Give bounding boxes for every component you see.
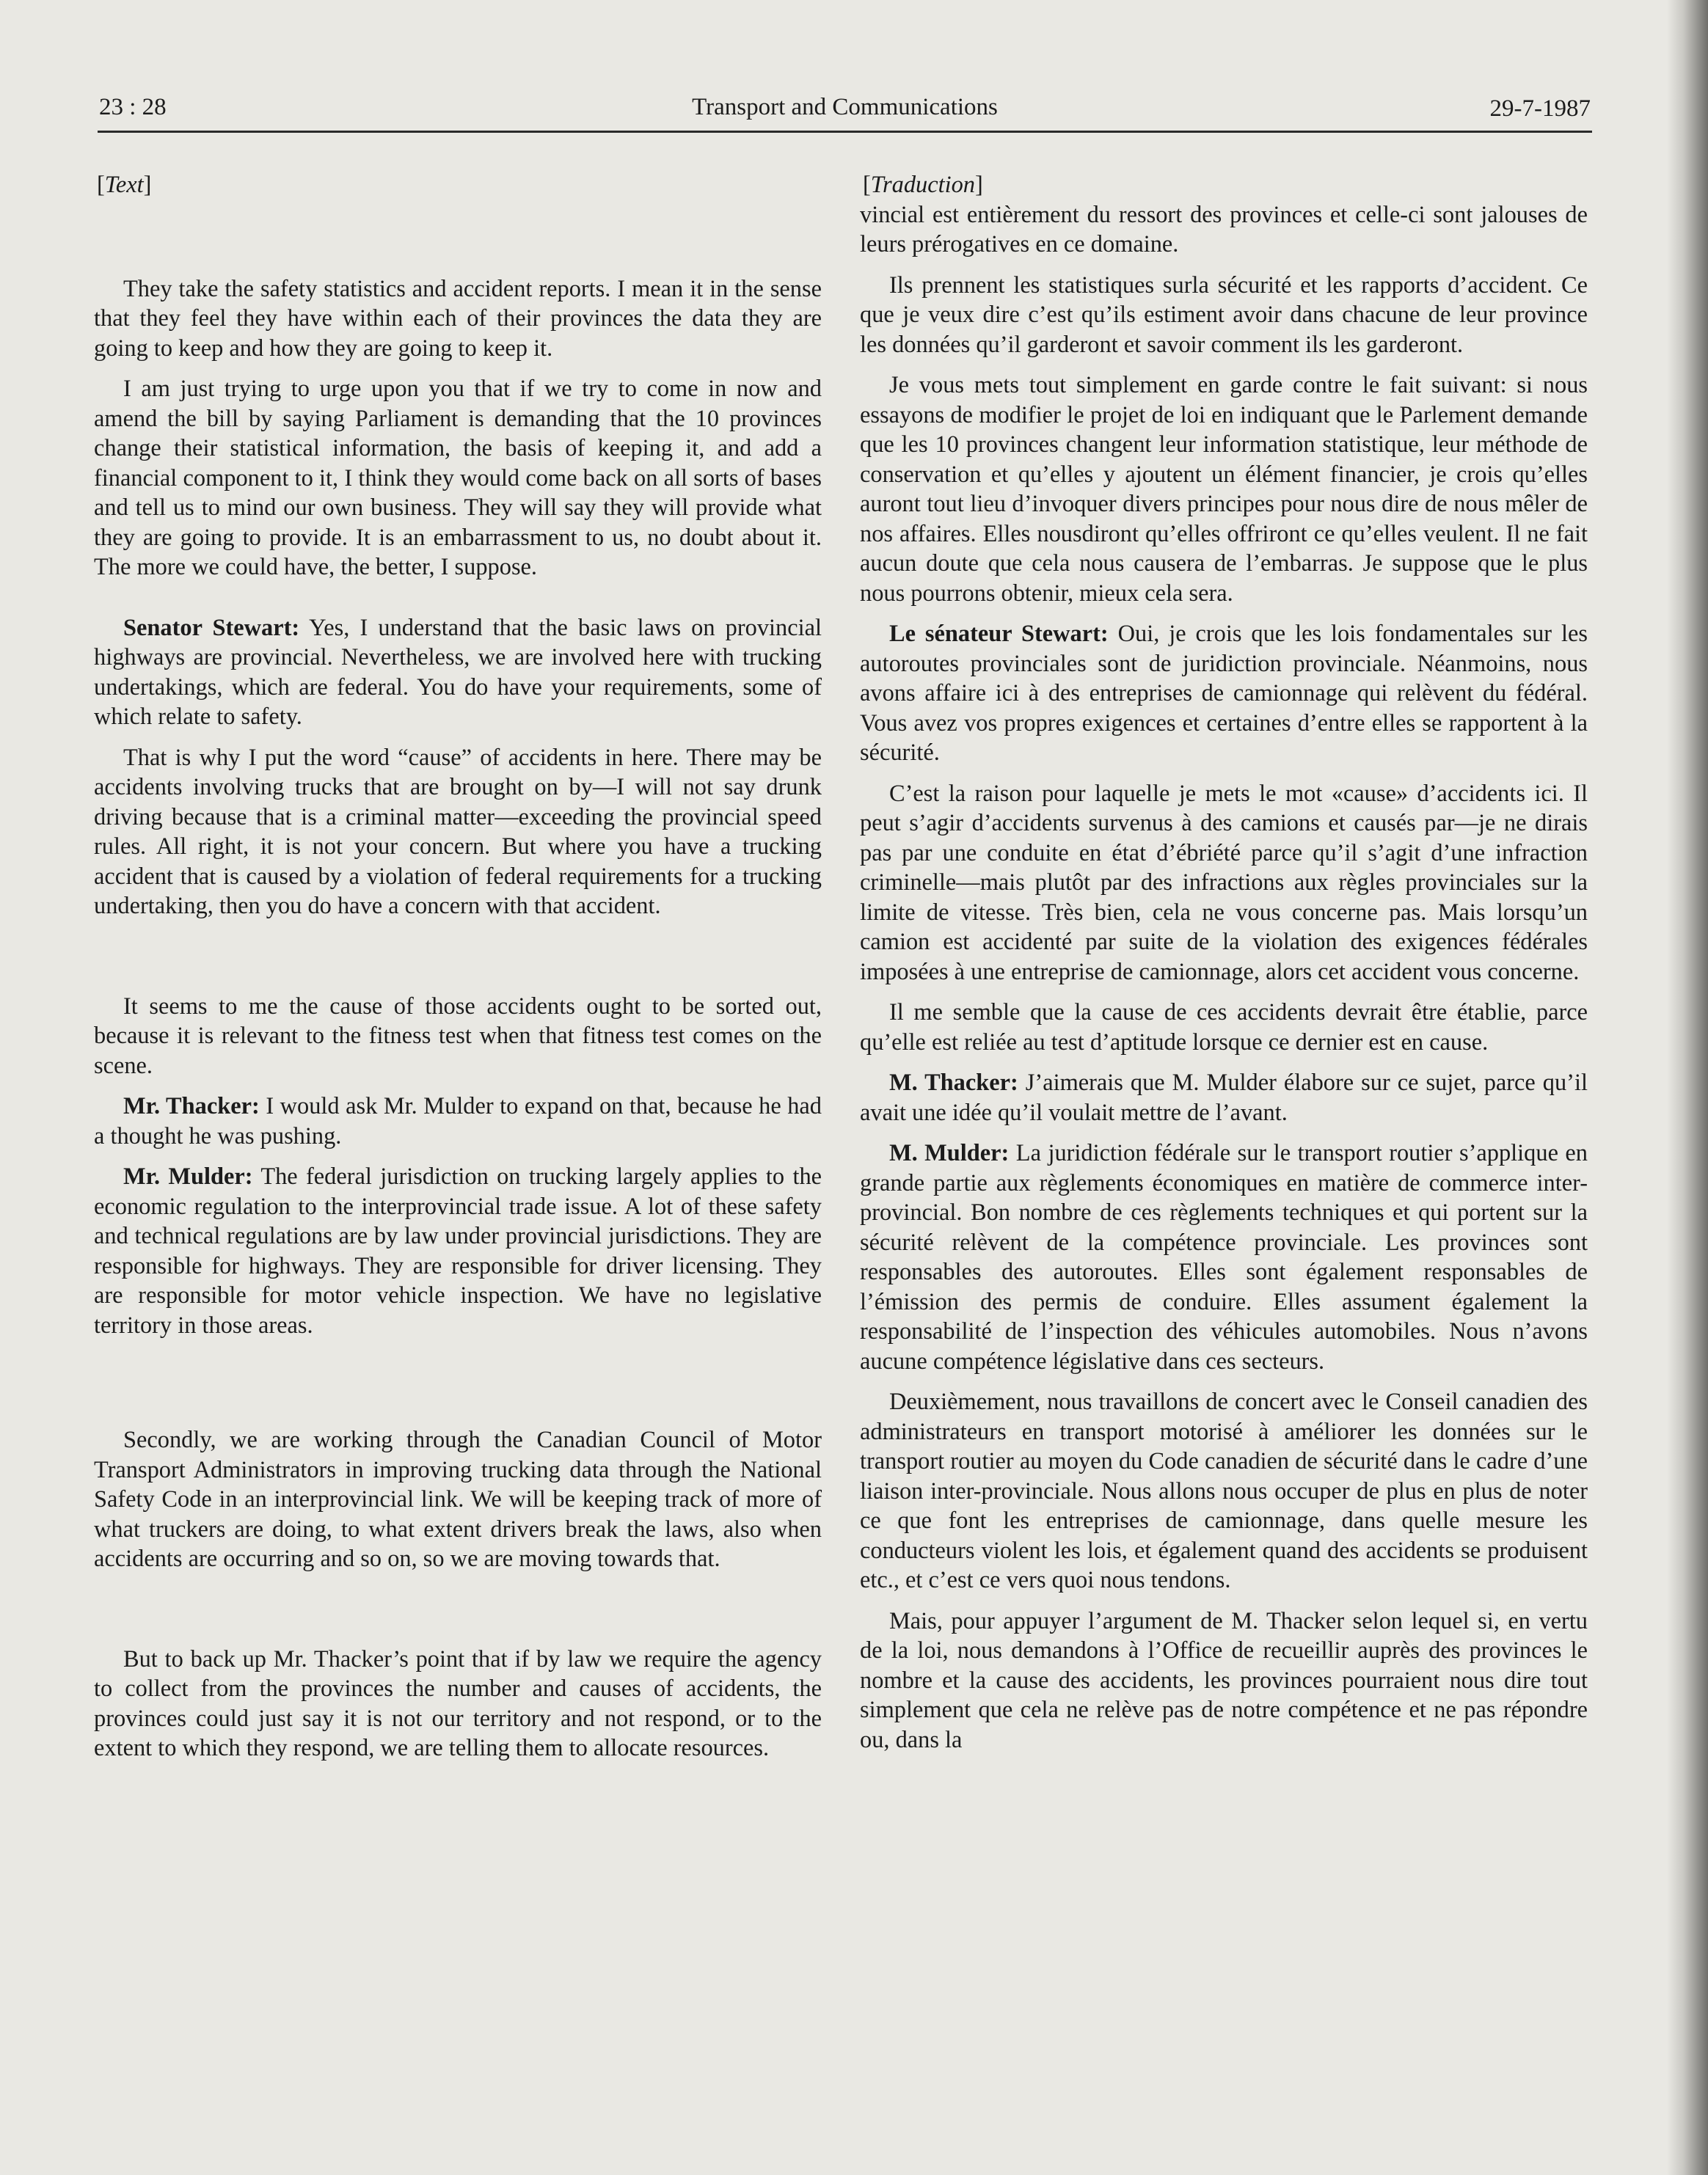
paragraph: They take the safety statistics and accident reports. I mean it in the sense that they feel they have within each of their provinces the data they are going to keep and how they are going to keep it. (94, 275, 822, 362)
language-label-text: [Text] (97, 172, 152, 198)
paragraph: It seems to me the cause of those accidents ought to be sorted out, because it is relevant to the fitness test when that fitness test comes on the scene. (94, 993, 822, 1079)
english-column (94, 170, 822, 1763)
paragraph: Le sénateur Stewart: Oui, je crois que les lois fondamentales sur les autoroutes provinciales sont de juridiction provinciale. Néanmoins, nous avons affaire ici à des entreprises de camionnage qui relèvent du fédéral. Vous avez vos propres exigences et certaines d’entre elles se rapportent à la sécurité. (860, 621, 1588, 766)
paragraph: Mr. Mulder: The federal jurisdiction on trucking largely applies to the economic regulation to the interprovincial trade issue. A lot of these safety and technical regulations are by law under provincial jurisdictions. They are responsible for highways. They are responsible for driver licensing. They are responsible for motor vehicle inspection. We have no legislative territory in those areas. (94, 1163, 822, 1339)
paragraph: Mais, pour appuyer l’argument de M. Thacker selon lequel si, en vertu de la loi, nous demandons à l’Office de recueillir auprès des provinces le nombre et la cause des accidents, les provinces pourraient nous dire tout simplement que cela ne relève pas de notre compétence et ne pas répondre ou, dans la (860, 1607, 1588, 1753)
paragraph: Deuxièmement, nous travaillons de concert avec le Conseil canadien des administrateurs en transport motorisé à améliorer les données sur le transport routier au moyen du Code canadien de sécurité dans le cadre d’une liaison inter-provinciale. Nous allons nous occuper de plus en plus de noter ce que font les entreprises de camionnage, dans quelle mesure les conducteurs violent les lois, et également quand des accidents se produisent etc., et c’est ce vers quoi nous tendons. (860, 1389, 1588, 1593)
paragraph: Ils prennent les statistiques surla sécurité et les rapports d’accident. Ce que je veux dire c’est qu’ils estiment avoir dans chacune de leur province les données qu’il garderont et savoir comment ils les garderont. (860, 271, 1588, 358)
paragraph: Senator Stewart: Yes, I understand that the basic laws on provincial highways are provincial. Nevertheless, we are involved here with trucking undertakings, which are federal. You do have your requirements, some of which relate to safety. (94, 614, 822, 730)
paragraph: vincial est entièrement du ressort des provinces et celle-ci sont jalouses de leurs prérogatives en ce domaine. (860, 201, 1588, 257)
speaker-name: Mr. Mulder: (123, 1163, 253, 1190)
language-label-traduction: [Traduction] (863, 172, 983, 198)
page-header (98, 94, 1592, 133)
french-column (860, 170, 1588, 1755)
page-number: 23 : 28 (99, 94, 167, 120)
paragraph: Secondly, we are working through the Canadian Council of Motor Transport Administrators in improving trucking data through the National Safety Code in an interprovincial link. We will be keeping track of more of what truckers are doing, to what extent drivers break the laws, also when accidents are occurring and so on, so we are moving towards that. (94, 1427, 822, 1572)
speaker-name: Le sénateur Stewart: (889, 621, 1109, 647)
paragraph: Il me semble que la cause de ces accidents devrait être établie, parce qu’elle est reliée au test d’aptitude lorsque ce dernier est en cause. (860, 999, 1588, 1056)
paragraph: C’est la raison pour laquelle je mets le mot «cause» d’accidents ici. Il peut s’agir d’accidents survenus à des camions et causés par—je ne dirais pas par une conduite en état d’ébriété parce qu’il s’agit d’une infraction criminelle—mais plutôt par des infractions aux règles provinciales sur la limite de vitesse. Très bien, cela ne vous concerne pas. Mais lorsqu’un camion est accidenté par suite de la violation des exigences fédérales imposées à une entreprise de camionnage, alors cet accident vous concerne. (860, 780, 1588, 985)
paragraph: M. Thacker: J’aimerais que M. Mulder élabore sur ce sujet, parce qu’il avait une idée qu’il voulait mettre de l’avant. (860, 1070, 1588, 1126)
speaker-name: M. Mulder: (889, 1140, 1010, 1166)
speaker-name: Mr. Thacker: (123, 1093, 260, 1119)
paragraph: That is why I put the word “cause” of accidents in here. There may be accidents involving trucks that are brought on by—I will not say drunk driving because that is a criminal matter—exceeding the provincial speed rules. All right, it is not your concern. But where you have a trucking accident that is caused by a violation of federal requirements for a trucking undertaking, then you do have a concern with that accident. (94, 744, 822, 919)
paragraph: M. Mulder: La juridiction fédérale sur le transport routier s’applique en grande partie aux règlements économiques en matière de commerce inter-provincial. Bon nombre de ces règlements techniques et qui portent sur la sécurité relèvent de la compétence provinciale. Les provinces sont responsables des autoroutes. Elles sont également responsables de l’émission des permis de conduire. Elles assument également la responsabilité de l’inspection des véhicules automobiles. Nous n’avons aucune compétence législative dans ces secteurs. (860, 1140, 1588, 1375)
paragraph: I am just trying to urge upon you that if we try to come in now and amend the bill by saying Parliament is demanding that the 10 provinces change their statistical information, the basis of keeping it, and add a financial component to it, I think they would come back on all sorts of bases and tell us to mind our own business. They will say they will provide what they are going to provide. It is an embarrassment to us, no doubt about it. The more we could have, the better, I suppose. (94, 376, 822, 580)
paragraph: Mr. Thacker: I would ask Mr. Mulder to expand on that, because he had a thought he was pushing. (94, 1093, 822, 1149)
page-binding-edge (1667, 0, 1708, 2175)
speaker-name: M. Thacker: (889, 1070, 1018, 1096)
paragraph: Je vous mets tout simplement en garde contre le fait suivant: si nous essayons de modifier le projet de loi en indiquant que le Parlement demande que les 10 provinces changent leur information statistique, leur méthode de conservation et qu’elles y ajoutent un élément financier, je crois qu’elles auront tout lieu d’invoquer divers principes pour nous dire de nous mêler de nos affaires. Elles nousdiront qu’elles offriront ce qu’elles veulent. Il ne fait aucun doute que cela nous causera de l’embarras. Je suppose que le plus nous pourrons obtenir, mieux cela sera. (860, 372, 1588, 607)
page-date: 29-7-1987 (1489, 95, 1591, 122)
speaker-name: Senator Stewart: (123, 614, 300, 641)
paragraph: But to back up Mr. Thacker’s point that if by law we require the agency to collect from the provinces the number and causes of accidents, the provinces could just say it is not our territory and not respond, or to the extent to which they respond, we are telling them to allocate resources. (94, 1645, 822, 1761)
running-title: Transport and Communications (692, 94, 998, 120)
